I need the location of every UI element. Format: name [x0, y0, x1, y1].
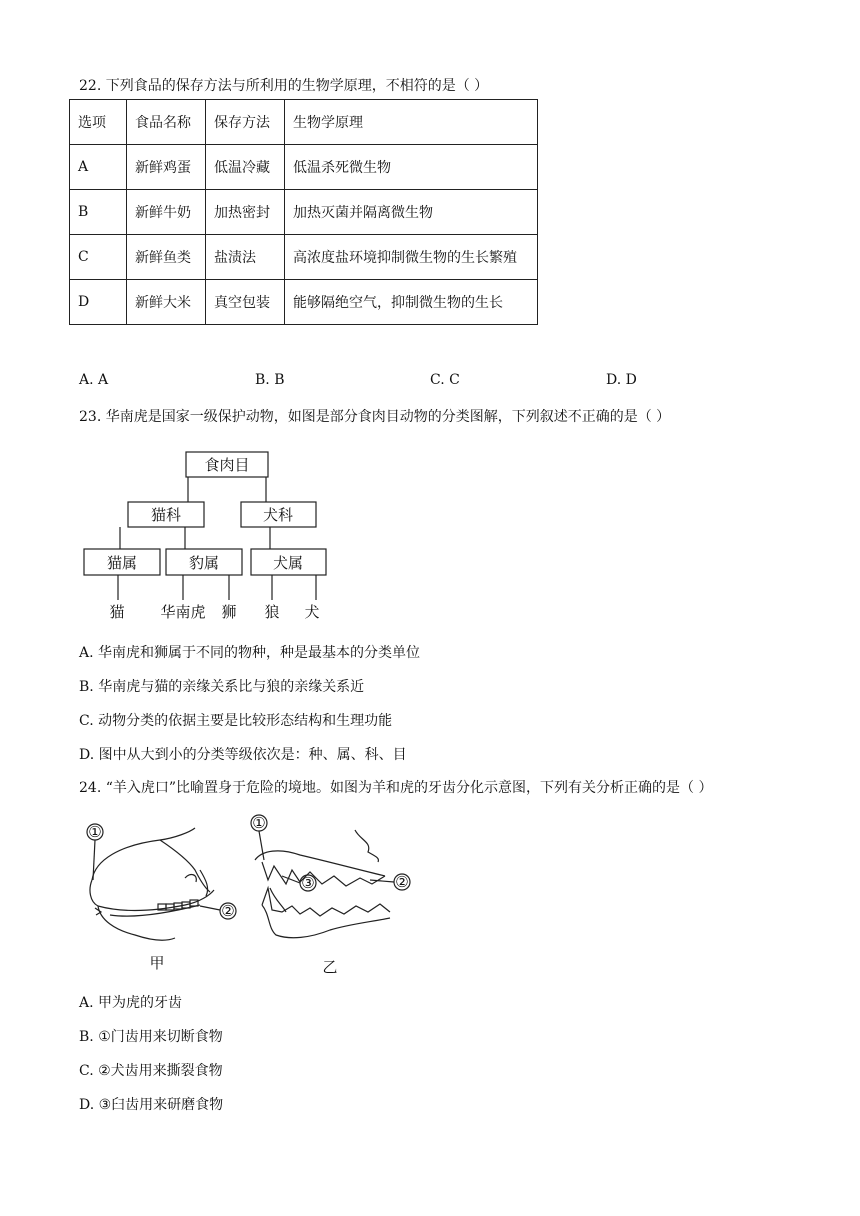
marker-label: ① [88, 823, 102, 841]
figure-label-right: 乙 [322, 958, 338, 976]
q24-option-c[interactable]: C. ②犬齿用来撕裂食物 [79, 1063, 223, 1079]
q22-option-b[interactable]: B. B [255, 372, 285, 388]
table-cell: C [70, 235, 127, 280]
family-label: 猫科 [150, 506, 182, 524]
q24-option-d[interactable]: D. ③臼齿用来研磨食物 [79, 1097, 224, 1113]
table-header-cell: 食品名称 [127, 100, 206, 145]
table-header-cell: 保存方法 [206, 100, 285, 145]
q22-stem: 22. 下列食品的保存方法与所利用的生物学原理，不相符的是（ ） [79, 78, 489, 94]
table-cell: 加热密封 [206, 190, 285, 235]
species-label: 犬 [304, 603, 320, 621]
species-label: 猫 [109, 603, 125, 621]
order-label: 食肉目 [204, 456, 250, 474]
figure-label-left: 甲 [149, 954, 165, 972]
q23-option-b[interactable]: B. 华南虎与猫的亲缘关系比与狼的亲缘关系近 [79, 679, 365, 695]
marker-label: ② [221, 902, 235, 920]
table-cell: 低温冷藏 [206, 145, 285, 190]
q23-stem: 23. 华南虎是国家一级保护动物，如图是部分食肉目动物的分类图解，下列叙述不正确的是（ ） [79, 409, 671, 425]
q23-option-d[interactable]: D. 图中从大到小的分类等级依次是：种、属、科、目 [79, 747, 407, 763]
q22-option-c[interactable]: C. C [430, 372, 460, 388]
species-label: 华南虎 [160, 603, 206, 621]
q24-option-b[interactable]: B. ①门齿用来切断食物 [79, 1029, 223, 1045]
genus-label: 犬属 [272, 554, 304, 572]
table-cell: 真空包装 [206, 280, 285, 325]
table-header-cell: 选项 [70, 100, 127, 145]
table-cell: 盐渍法 [206, 235, 285, 280]
marker-label: ③ [301, 874, 315, 892]
q23-option-c[interactable]: C. 动物分类的依据主要是比较形态结构和生理功能 [79, 713, 393, 729]
genus-label: 豹属 [188, 554, 220, 572]
marker-label: ① [252, 814, 266, 832]
q23-option-a[interactable]: A. 华南虎和狮属于不同的物种，种是最基本的分类单位 [79, 645, 421, 661]
table-cell: D [70, 280, 127, 325]
table-cell: 新鲜鸡蛋 [127, 145, 206, 190]
marker-label: ② [395, 873, 409, 891]
family-label: 犬科 [262, 506, 294, 524]
genus-label: 猫属 [106, 554, 138, 572]
q22-option-d[interactable]: D. D [606, 372, 637, 388]
table-cell: 新鲜牛奶 [127, 190, 206, 235]
table-cell: 加热灭菌并隔离微生物 [285, 190, 538, 235]
table-cell: 高浓度盐环境抑制微生物的生长繁殖 [285, 235, 538, 280]
species-label: 狮 [221, 603, 237, 621]
species-label: 狼 [264, 603, 280, 621]
table-cell: 新鲜鱼类 [127, 235, 206, 280]
table-cell: A [70, 145, 127, 190]
q24-option-a[interactable]: A. 甲为虎的牙齿 [79, 995, 183, 1011]
sheep-skull-drawing [87, 824, 236, 940]
q24-stem: 24. “羊入虎口”比喻置身于危险的境地。如图为羊和虎的牙齿分化示意图，下列有关分析正确的是（ ） [79, 780, 713, 796]
table-cell: 低温杀死微生物 [285, 145, 538, 190]
table-cell: 新鲜大米 [127, 280, 206, 325]
table-cell: B [70, 190, 127, 235]
table-cell: 能够隔绝空气，抑制微生物的生长 [285, 280, 538, 325]
table-header-cell: 生物学原理 [285, 100, 538, 145]
q22-option-a[interactable]: A. A [79, 372, 109, 388]
tiger-jaw-drawing [251, 815, 410, 938]
